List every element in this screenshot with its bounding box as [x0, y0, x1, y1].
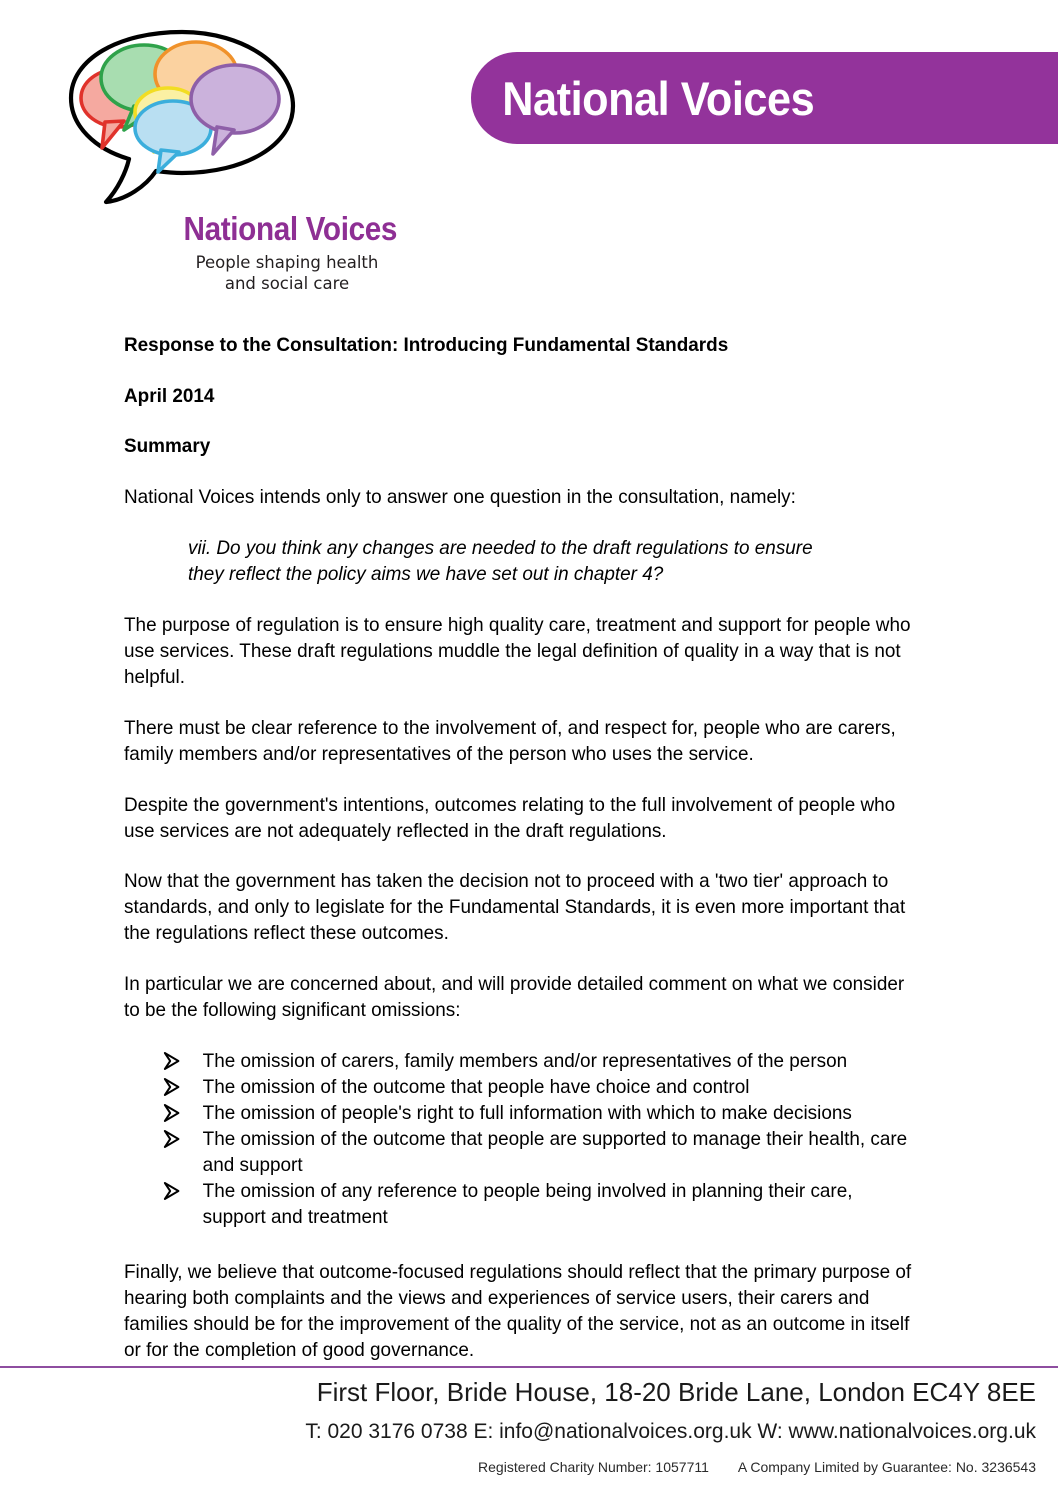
consultation-question-quote: vii. Do you think any changes are needed to the draft regulations to ensure they reflect the policy aims we have set out in chapter 4? [188, 537, 813, 586]
list-item-label: The omission of people's right to full information with which to make decisions [202, 1101, 852, 1124]
arrow-bullet-icon [162, 1050, 183, 1072]
footer-contact: T: 020 3176 0738 E: info@nationalvoices.org.uk W: www.nationalvoices.org.uk [305, 1419, 1036, 1443]
list-item-label: The omission of any reference to people being involved in planning their care, support and treatment [202, 1179, 853, 1228]
arrow-bullet-icon [162, 1180, 183, 1202]
list-item [160, 1101, 913, 1127]
body-paragraph-2: There must be clear reference to the involvement of, and respect for, people who are carers, family members and/or representatives of the person who uses the service. [124, 716, 896, 765]
footer-divider [0, 1366, 1058, 1368]
brand-banner [471, 52, 1058, 144]
speech-bubbles-logo-icon [62, 26, 302, 216]
page-footer [0, 1376, 1058, 1476]
footer-charity-number: Registered Charity Number: 1057711 [478, 1459, 709, 1476]
footer-company-number: A Company Limited by Guarantee: No. 3236543 [737, 1459, 1036, 1476]
list-item [160, 1179, 913, 1231]
list-item-label: The omission of the outcome that people are supported to manage their health, care and support [202, 1127, 908, 1176]
footer-address: First Floor, Bride House, 18-20 Bride Lane, London EC4Y 8EE [316, 1377, 1036, 1407]
body-paragraph-4: Now that the government has taken the decision not to proceed with a 'two tier' approach to standards, and only to legislate for the Fundamental Standards, it is even more important that the regulations reflect these outcomes. [124, 870, 906, 945]
arrow-bullet-icon [162, 1128, 183, 1150]
document-date: April 2014 [124, 384, 215, 407]
body-paragraph-5: In particular we are concerned about, and will provide detailed comment on what we consider to be the following significant omissions: [124, 973, 905, 1022]
list-item [160, 1049, 913, 1075]
list-item-label: The omission of carers, family members and/or representatives of the person [202, 1050, 848, 1073]
logo-wordmark-text: National Voices [183, 210, 398, 247]
closing-paragraph: Finally, we believe that outcome-focused regulations should reflect that the primary purpose of hearing both complaints and the views and experiences of service users, their carers and families should be for the improvement of the quality of the service, not as an outcome in itself or for the completion of good governance. [124, 1261, 912, 1362]
arrow-bullet-icon [162, 1076, 183, 1098]
brand-banner-title: National Voices [502, 71, 815, 125]
omissions-list [124, 1049, 936, 1230]
list-item-label: The omission of the outcome that people have choice and control [202, 1075, 750, 1098]
page-header [0, 0, 1058, 320]
organisation-logo [62, 26, 402, 301]
list-item [160, 1127, 913, 1179]
intro-paragraph: National Voices intends only to answer one question in the consultation, namely: [124, 486, 796, 509]
document-body [124, 333, 936, 1389]
document-title: Response to the Consultation: Introducing Fundamental Standards [124, 334, 729, 356]
logo-tagline-line-2: and social care [224, 274, 350, 294]
logo-tagline-line-1: People shaping health [195, 252, 379, 272]
footer-legal [0, 1458, 1036, 1476]
logo-tagline [172, 252, 402, 296]
logo-wordmark [172, 212, 402, 295]
body-paragraph-1: The purpose of regulation is to ensure high quality care, treatment and support for people who use services. These draft regulations muddle the legal definition of quality in a way that is not helpful. [124, 613, 911, 688]
section-heading-summary: Summary [124, 435, 211, 458]
body-paragraph-3: Despite the government's intentions, outcomes relating to the full involvement of people who use services are not adequately reflected in the draft regulations. [124, 793, 896, 842]
arrow-bullet-icon [162, 1102, 183, 1124]
list-item [160, 1075, 913, 1101]
